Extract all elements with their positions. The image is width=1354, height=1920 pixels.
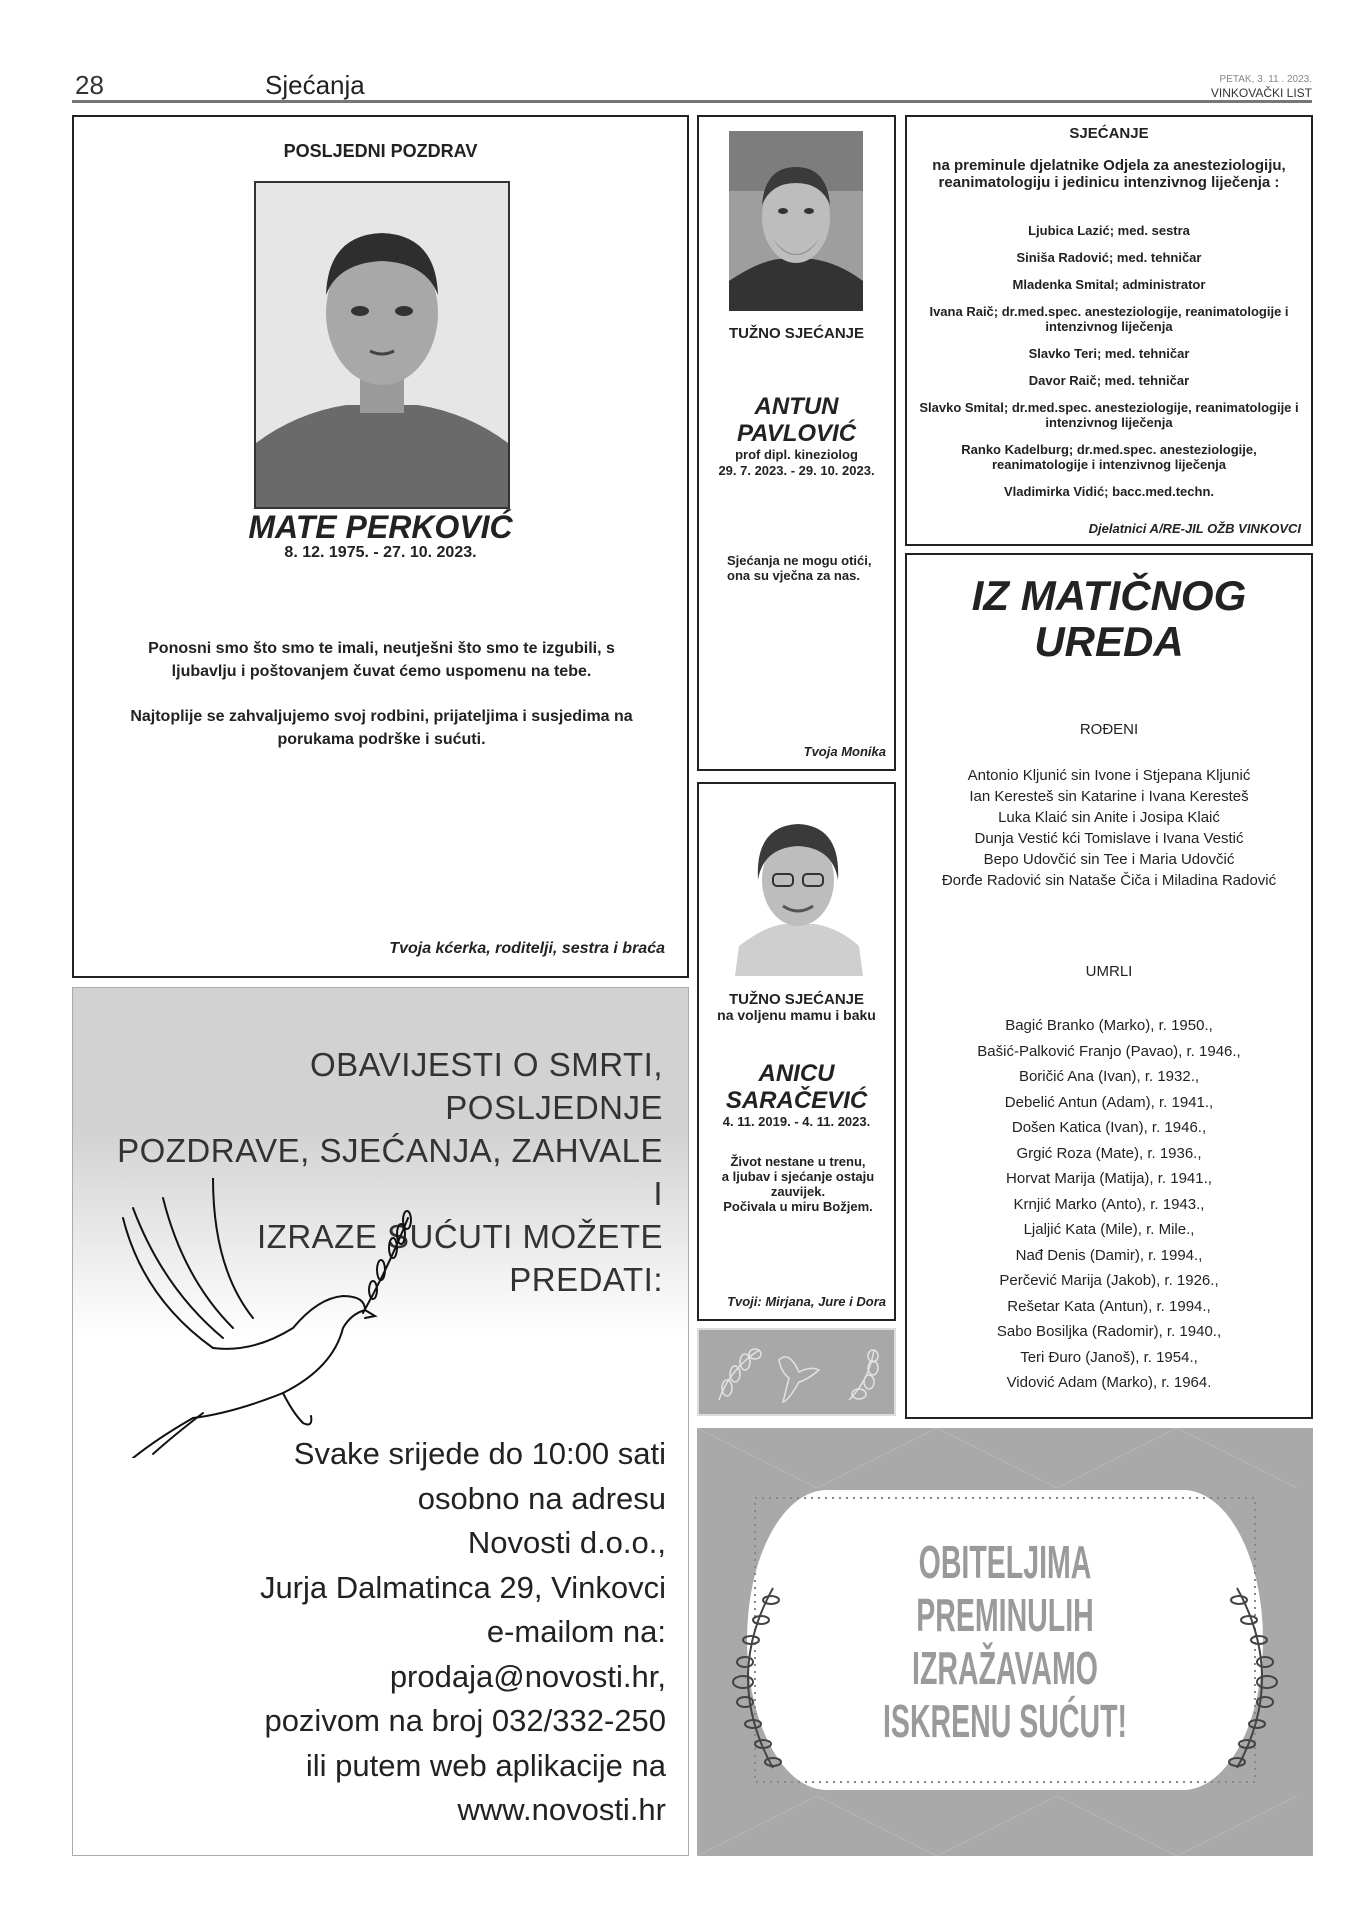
woman-portrait-icon — [725, 796, 871, 976]
message-line: PREMINULIH — [916, 1589, 1094, 1641]
died-item: Grgić Roza (Mate), r. 1936., — [1016, 1144, 1202, 1162]
died-item: Nađ Denis (Damir), r. 1994., — [1015, 1246, 1203, 1264]
header-rule — [72, 100, 1312, 103]
died-item: Perčević Marija (Jakob), r. 1926., — [999, 1272, 1219, 1289]
died-item: Krnjić Marko (Anto), r. 1943., — [1013, 1195, 1205, 1213]
dove-icon — [103, 1178, 443, 1458]
info-line: e-mailom na: — [486, 1614, 666, 1649]
deceased-name — [699, 1060, 894, 1114]
life-dates: 29. 7. 2023. - 29. 10. 2023. — [718, 463, 875, 478]
message-line: ISKRENU SUĆUT! — [882, 1695, 1128, 1747]
obituary-subtitle: na voljenu mamu i baku — [717, 1007, 876, 1023]
message-line: Počivala u miru Božjem. — [723, 1199, 873, 1214]
name-line: ANICU — [758, 1060, 835, 1087]
name-line: ANTUN — [754, 393, 839, 420]
dove-with-branches-icon — [699, 1330, 894, 1414]
website-link[interactable]: www.novosti.hr — [457, 1792, 666, 1827]
died-item: Ljaljić Kata (Mile), r. Mile., — [1023, 1221, 1195, 1238]
deceased-name: MATE PERKOVIĆ — [248, 509, 513, 545]
dove-decoration — [697, 1328, 896, 1416]
message-line: Život nestane u trenu, — [730, 1154, 866, 1169]
born-item: Đorđe Radović sin Nataše Čiča i Miladina Radović — [941, 872, 1277, 889]
info-line: ili putem web aplikacije na — [305, 1747, 666, 1783]
died-item: Vidović Adam (Marko), r. 1964. — [1006, 1374, 1212, 1391]
died-item: Bašić-Palković Franjo (Pavao), r. 1946., — [977, 1042, 1241, 1060]
staff-item: Ljubica Lazić; med. sestra — [1028, 223, 1190, 238]
staff-item: Mladenka Smital; administrator — [1012, 277, 1206, 292]
obituary-signature: Tvoja Monika — [803, 744, 886, 759]
message-line: OBITELJIMA — [918, 1536, 1092, 1588]
born-item: Dunja Vestić kći Tomislave i Ivana Vestić — [974, 830, 1244, 847]
portrait-photo — [729, 131, 863, 311]
obituary-heading: TUŽNO SJEĆANJE — [728, 325, 865, 342]
info-line: Jurja Dalmatinca 29, Vinkovci — [259, 1569, 666, 1605]
died-item: Rešetar Kata (Antun), r. 1994., — [1007, 1297, 1211, 1315]
died-heading: UMRLI — [1085, 963, 1133, 980]
info-line: Svake srijede do 10:00 sati — [293, 1436, 666, 1471]
heading-line: POZDRAVE, SJEĆANJA, ZAHVALE I — [117, 1132, 663, 1212]
died-item: Debelić Antun (Adam), r. 1941., — [1004, 1093, 1214, 1111]
obituary-intro: na preminule djelatnike Odjela za anesteziologiju, reanimatologiju i jedinicu intenzivnog liječenja : — [932, 157, 1286, 191]
registry-title — [907, 573, 1311, 665]
condolence-message — [814, 1536, 1196, 1748]
died-item: Bagić Branko (Marko), r. 1950., — [1005, 1017, 1213, 1034]
title-line: IZ MATIČNOG — [971, 572, 1247, 619]
died-item: Horvat Marija (Matija), r. 1941., — [1006, 1170, 1212, 1187]
died-item: Teri Đuro (Janoš), r. 1954., — [1020, 1348, 1198, 1366]
notice-submission-ad — [72, 987, 689, 1856]
condolence-banner — [697, 1428, 1313, 1856]
heading-line: OBAVIJESTI O SMRTI, POSLJEDNJE — [309, 1046, 663, 1126]
email-link[interactable]: prodaja@novosti.hr, — [389, 1658, 666, 1694]
man-portrait-icon — [729, 131, 863, 311]
issue-date: PETAK, 3. 11 . 2023. — [1219, 74, 1312, 85]
left-laurel-icon — [713, 1578, 793, 1778]
staff-item: Siniša Radović; med. tehničar — [1016, 250, 1202, 265]
deceased-name — [699, 393, 894, 447]
message-line: zauvijek. — [770, 1184, 826, 1199]
staff-item: Slavko Smital; dr.med.spec. anesteziologije, reanimatologije i intenzivnog liječenja — [919, 400, 1299, 430]
staff-item: Davor Raič; med. tehničar — [1028, 373, 1190, 388]
info-line: osobno na adresu — [417, 1480, 666, 1516]
obituary-message: Sjećanja ne mogu otići, ona su vječna za nas. — [727, 553, 872, 583]
obituary-signature: Tvoja kćerka, roditelji, sestra i braća — [389, 940, 665, 957]
born-heading: ROĐENI — [1079, 721, 1139, 738]
obituary-heading: POSLJEDNI POZDRAV — [283, 141, 478, 161]
died-item: Došen Katica (Ivan), r. 1946., — [1011, 1119, 1207, 1136]
born-item: Ian Keresteš sin Katarine i Ivana Keresteš — [969, 788, 1249, 805]
phone-number[interactable]: pozivom na broj 032/332-250 — [264, 1703, 666, 1738]
right-laurel-icon — [1217, 1578, 1297, 1778]
staff-item: Slavko Teri; med. tehničar — [1028, 346, 1190, 361]
born-list — [907, 765, 1311, 891]
obituary-antun-pavlovic — [697, 115, 896, 771]
obituary-message — [114, 637, 649, 773]
life-dates: 8. 12. 1975. - 27. 10. 2023. — [284, 544, 477, 561]
staff-list — [915, 223, 1303, 511]
message-paragraph: Najtoplije se zahvaljujemo svoj rodbini, prijateljima i susjedima na porukama podrške i sućuti. — [130, 708, 633, 748]
name-line: SARAČEVIĆ — [725, 1087, 868, 1114]
profession: prof dipl. kineziolog — [735, 447, 858, 462]
section-title: Sjećanja — [265, 70, 365, 100]
born-item: Luka Klaić sin Anite i Josipa Klaić — [998, 809, 1220, 826]
born-item: Bepo Udovčić sin Tee i Maria Udovčić — [983, 851, 1235, 868]
died-item: Boričić Ana (Ivan), r. 1932., — [1018, 1068, 1200, 1085]
died-item: Sabo Bosiljka (Radomir), r. 1940., — [996, 1323, 1222, 1340]
man-portrait-icon — [256, 183, 508, 507]
died-list — [907, 1013, 1311, 1396]
life-dates: 4. 11. 2019. - 4. 11. 2023. — [722, 1114, 871, 1129]
obituary-signature: Tvoji: Mirjana, Jure i Dora — [727, 1294, 886, 1309]
obituary-message — [703, 1154, 893, 1214]
portrait-photo — [725, 796, 871, 976]
born-item: Antonio Kljunić sin Ivone i Stjepana Kljunić — [967, 767, 1251, 784]
newspaper-name: VINKOVAČKI LIST — [1210, 86, 1312, 100]
message-line: IZRAŽAVAMO — [912, 1642, 1098, 1694]
info-line: Novosti d.o.o., — [467, 1525, 666, 1560]
obituary-signature: Djelatnici A/RE-JIL OŽB VINKOVCI — [1088, 521, 1301, 536]
submission-info — [106, 1432, 666, 1833]
name-line: PAVLOVIĆ — [736, 420, 857, 447]
obituary-anica-saracevic — [697, 782, 896, 1321]
obituary-heading: TUŽNO SJEĆANJE — [728, 991, 865, 1008]
portrait-photo — [254, 181, 510, 509]
obituary-heading: SJEĆANJE — [1069, 125, 1149, 142]
staff-item: Ivana Raič; dr.med.spec. anesteziologije, reanimatologije i intenzivnog liječenja — [929, 304, 1289, 334]
page-number: 28 — [75, 70, 104, 100]
obituary-mate-perkovic — [72, 115, 689, 978]
obituary-hospital-staff — [905, 115, 1313, 546]
staff-item: Ranko Kadelburg; dr.med.spec. anesteziologije, reanimatologije i intenzivnog liječenja — [961, 442, 1257, 472]
heading-line: IZRAZE SUĆUTI MOŽETE PREDATI: — [257, 1218, 663, 1298]
staff-item: Vladimirka Vidić; bacc.med.techn. — [1003, 484, 1214, 499]
title-line: UREDA — [1034, 618, 1184, 665]
registry-office-box — [905, 553, 1313, 1419]
message-paragraph: Ponosni smo što smo te imali, neutješni što smo te izgubili, s ljubavlju i poštovanjem čuvat ćemo uspomenu na tebe. — [148, 640, 615, 680]
message-line: a ljubav i sjećanje ostaju — [721, 1169, 875, 1184]
